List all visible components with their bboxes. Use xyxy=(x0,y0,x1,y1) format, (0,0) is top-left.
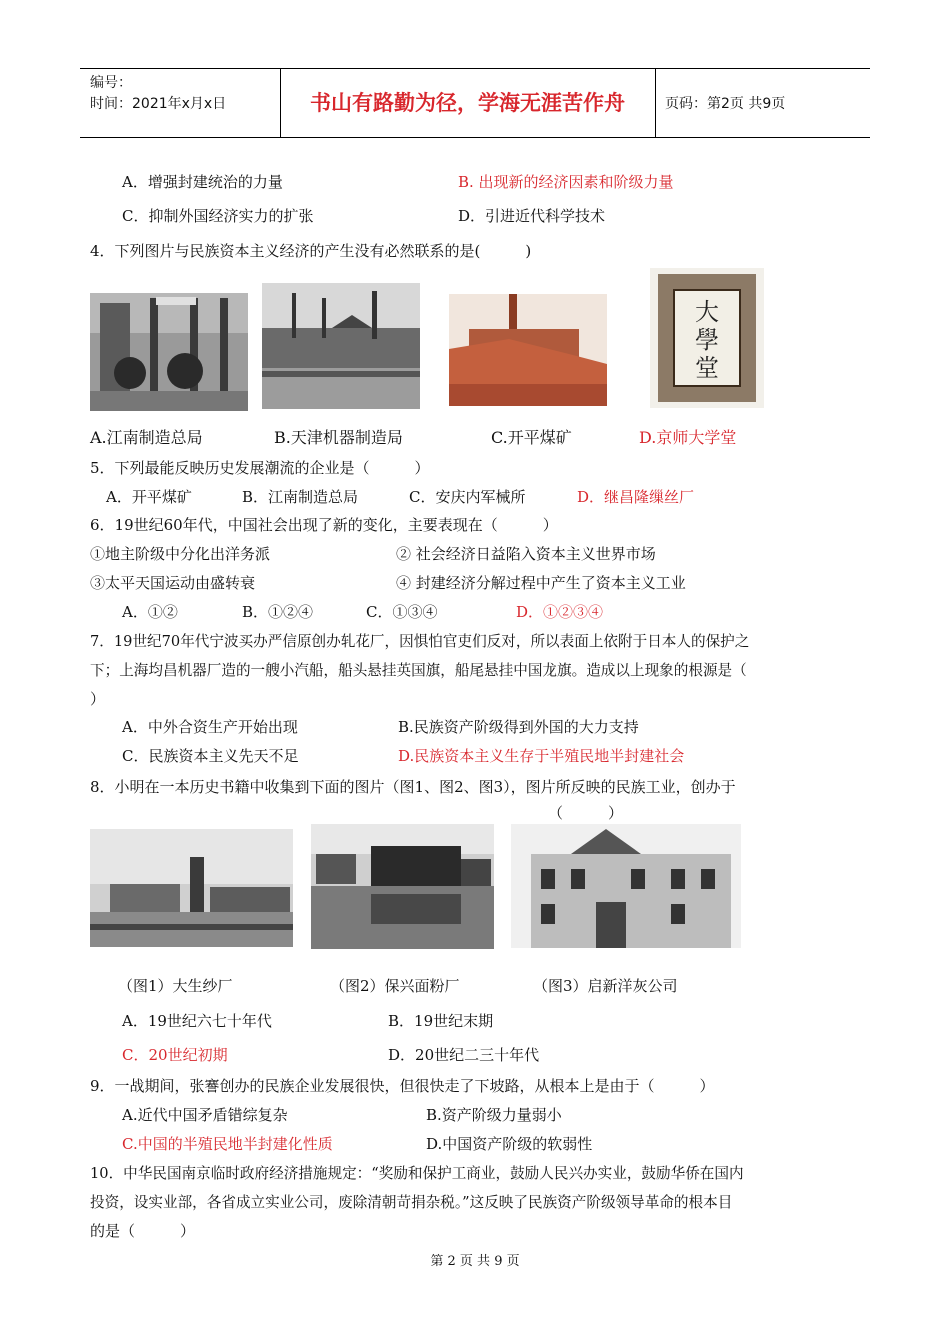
q6-option-b: B．①②④ xyxy=(242,603,314,621)
q8-option-b: B．19世纪末期 xyxy=(388,1012,494,1030)
q10-stem-line2: 投资，设实业部，各省成立实业公司，废除清朝苛捐杂税。”这反映了民族资产阶级领导革命的根本目 xyxy=(90,1194,733,1211)
q5-option-c: C．安庆内军械所 xyxy=(409,488,526,506)
q6-item-4: ④ 封建经济分解过程中产生了资本主义工业 xyxy=(396,574,686,592)
q7-stem-line3: ） xyxy=(90,690,106,708)
q5-option-b: B．江南制造总局 xyxy=(242,488,359,506)
q5-option-a: A．开平煤矿 xyxy=(106,488,192,506)
q6-item-2: ② 社会经济日益陷入资本主义世界市场 xyxy=(396,545,656,563)
photo-dasheng-cotton-mill xyxy=(90,829,293,947)
svg-text:大: 大 xyxy=(695,298,719,326)
q8-option-a: A．19世纪六七十年代 xyxy=(122,1012,272,1030)
q6-item-3: ③太平天国运动由盛转衰 xyxy=(90,574,256,592)
svg-text:堂: 堂 xyxy=(695,354,719,382)
doc-number: 编号： xyxy=(90,75,132,91)
q4-caption-d: D.京师大学堂 xyxy=(639,428,737,447)
header-page-number: 页码：第2页 共9页 xyxy=(665,96,786,112)
photo-jingshi-university-plaque xyxy=(650,268,764,408)
q8-caption-2: （图2）保兴面粉厂 xyxy=(330,977,460,995)
q4-stem: 4．下列图片与民族资本主义经济的产生没有必然联系的是( ) xyxy=(90,242,532,260)
q4-caption-b: B.天津机器制造局 xyxy=(274,428,403,447)
photo-kaiping-coal-mine xyxy=(449,294,607,406)
q8-option-c: C．20世纪初期 xyxy=(122,1046,228,1064)
header-motto: 书山有路勤为径，学海无涯苦作舟 xyxy=(310,91,625,115)
page-footer: 第 2 页 共 9 页 xyxy=(430,1254,520,1269)
q3-option-d: D．引进近代科学技术 xyxy=(458,207,606,225)
q7-option-b: B.民族资产阶级得到外国的大力支持 xyxy=(398,718,639,736)
q6-option-a: A．①② xyxy=(122,603,178,621)
photo-qixin-cement-company xyxy=(511,824,741,948)
photo-baoxing-flour-mill xyxy=(311,824,494,949)
q8-stem-paren: （ ） xyxy=(548,804,624,822)
header-divider xyxy=(655,69,656,137)
q7-stem-line1: 7．19世纪70年代宁波买办严信原创办轧花厂，因惧怕官吏们反对，所以表面上依附于日本人的保护之 xyxy=(90,633,750,650)
doc-time: 时间：2021年x月x日 xyxy=(90,96,227,112)
q7-option-c: C．民族资本主义先天不足 xyxy=(122,747,299,765)
q7-option-d: D.民族资本主义生存于半殖民地半封建社会 xyxy=(398,747,685,765)
q9-option-c: C.中国的半殖民地半封建化性质 xyxy=(122,1135,333,1153)
photo-jiangnan-arsenal xyxy=(90,293,248,411)
q9-option-b: B.资产阶级力量弱小 xyxy=(426,1106,562,1124)
q4-caption-a: A.江南制造总局 xyxy=(90,428,203,447)
q8-caption-3: （图3）启新洋灰公司 xyxy=(533,977,678,995)
q8-stem-line1: 8．小明在一本历史书籍中收集到下面的图片（图1、图2、图3），图片所反映的民族工业，创办于 xyxy=(90,778,736,796)
q3-option-b: B. 出现新的经济因素和阶级力量 xyxy=(458,173,674,191)
q10-stem-line3: 的是（ ） xyxy=(90,1222,196,1240)
q9-stem: 9．一战期间，张謇创办的民族企业发展很快，但很快走了下坡路，从根本上是由于（ ） xyxy=(90,1077,715,1095)
header-info xyxy=(90,73,226,115)
q5-stem: 5．下列最能反映历史发展潮流的企业是（ ） xyxy=(90,459,430,477)
photo-tianjin-machine-bureau xyxy=(262,283,420,409)
q9-option-a: A.近代中国矛盾错综复杂 xyxy=(122,1106,288,1124)
q8-option-d: D．20世纪二三十年代 xyxy=(388,1046,540,1064)
q7-option-a: A．中外合资生产开始出现 xyxy=(122,718,298,736)
svg-text:學: 學 xyxy=(695,326,719,354)
q7-stem-line2: 下；上海均昌机器厂造的一艘小汽船，船头悬挂英国旗，船尾悬挂中国龙旗。造成以上现象的根源是（ xyxy=(90,662,747,679)
q6-item-1: ①地主阶级中分化出洋务派 xyxy=(90,545,271,563)
page-header xyxy=(80,68,870,138)
q3-option-a: A．增强封建统治的力量 xyxy=(122,173,283,191)
q6-stem: 6．19世纪60年代，中国社会出现了新的变化，主要表现在（ ） xyxy=(90,516,558,534)
q6-option-d: D．①②③④ xyxy=(516,603,604,621)
q8-caption-1: （图1）大生纱厂 xyxy=(118,977,233,995)
q3-option-c: C．抑制外国经济实力的扩张 xyxy=(122,207,314,225)
q5-option-d: D．继昌隆缫丝厂 xyxy=(577,488,695,506)
q4-caption-c: C.开平煤矿 xyxy=(491,428,572,447)
q9-option-d: D.中国资产阶级的软弱性 xyxy=(426,1135,593,1153)
q10-stem-line1: 10．中华民国南京临时政府经济措施规定：“奖励和保护工商业，鼓励人民兴办实业，鼓励华侨在国内 xyxy=(90,1165,744,1182)
q6-option-c: C．①③④ xyxy=(366,603,438,621)
